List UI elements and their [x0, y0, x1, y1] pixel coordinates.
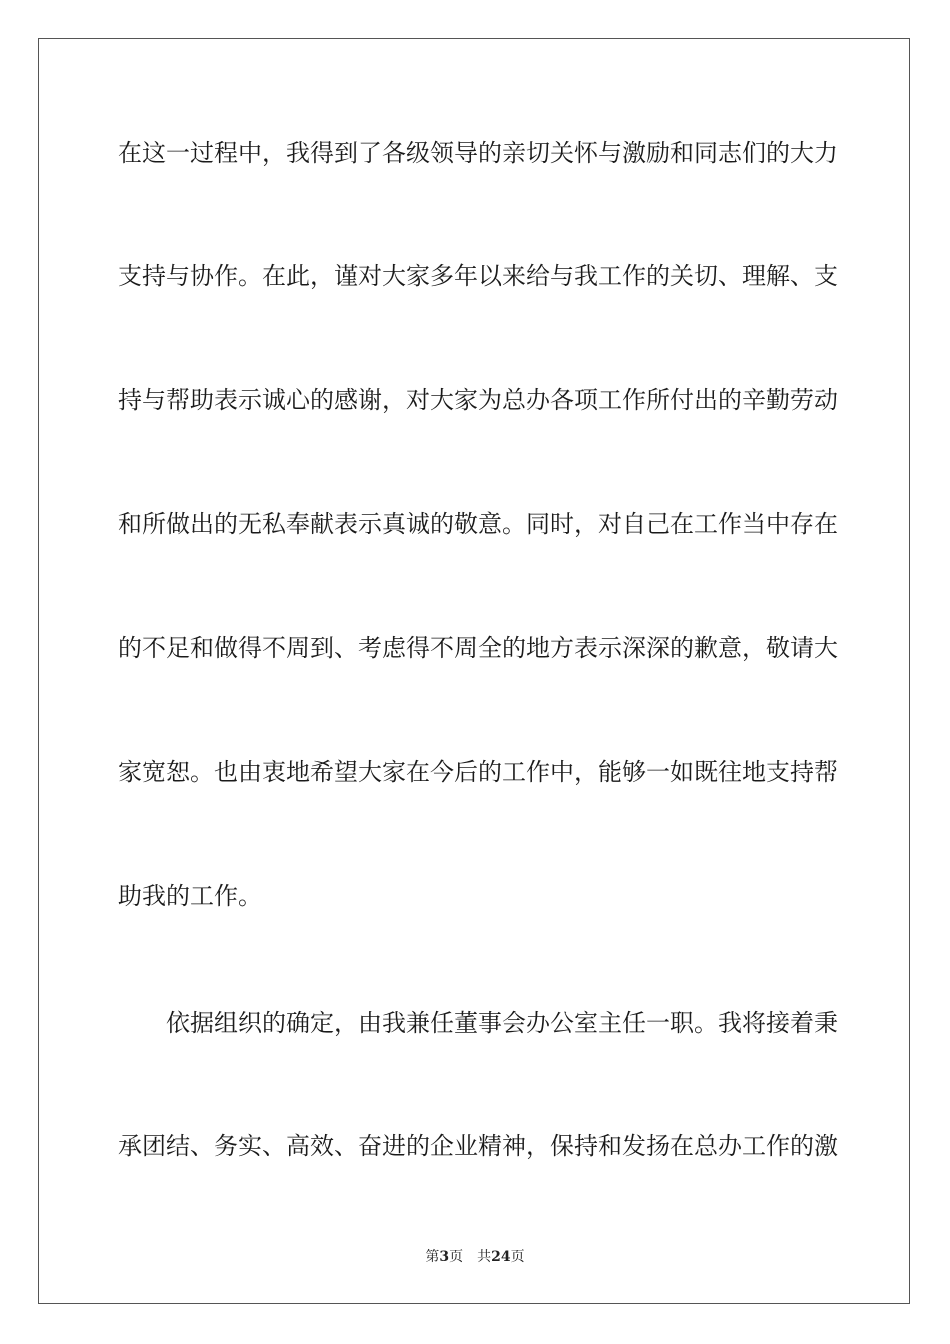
page-prefix: 第 [425, 1249, 440, 1265]
text-line: 承团结、务实、高效、奋进的企业精神，保持和发扬在总办工作的激 [118, 1132, 838, 1160]
paragraph-first-line: 依据组织的确定，由我兼任董事会办公室主任一职。我将接着秉 [166, 1009, 838, 1037]
text-line: 助我的工作。 [118, 882, 262, 910]
page-number: 3 [439, 1249, 450, 1265]
text-line: 支持与协作。在此，谨对大家多年以来给与我工作的关切、理解、支 [118, 262, 838, 290]
page-footer [0, 1247, 950, 1267]
page-suffix: 页 [449, 1249, 464, 1265]
text-line: 在这一过程中，我得到了各级领导的亲切关怀与激励和同志们的大力 [118, 139, 838, 167]
page-border [38, 38, 910, 1304]
text-line: 的不足和做得不周到、考虑得不周全的地方表示深深的歉意，敬请大 [118, 634, 838, 662]
text-line: 持与帮助表示诚心的感谢，对大家为总办各项工作所付出的辛勤劳动 [118, 386, 838, 414]
total-suffix: 页 [510, 1249, 525, 1265]
text-line: 和所做出的无私奉献表示真诚的敬意。同时，对自己在工作当中存在 [118, 510, 838, 538]
total-prefix: 共 [477, 1249, 492, 1265]
text-line: 家宽恕。也由衷地希望大家在今后的工作中，能够一如既往地支持帮 [118, 758, 838, 786]
total-pages: 24 [491, 1249, 511, 1265]
